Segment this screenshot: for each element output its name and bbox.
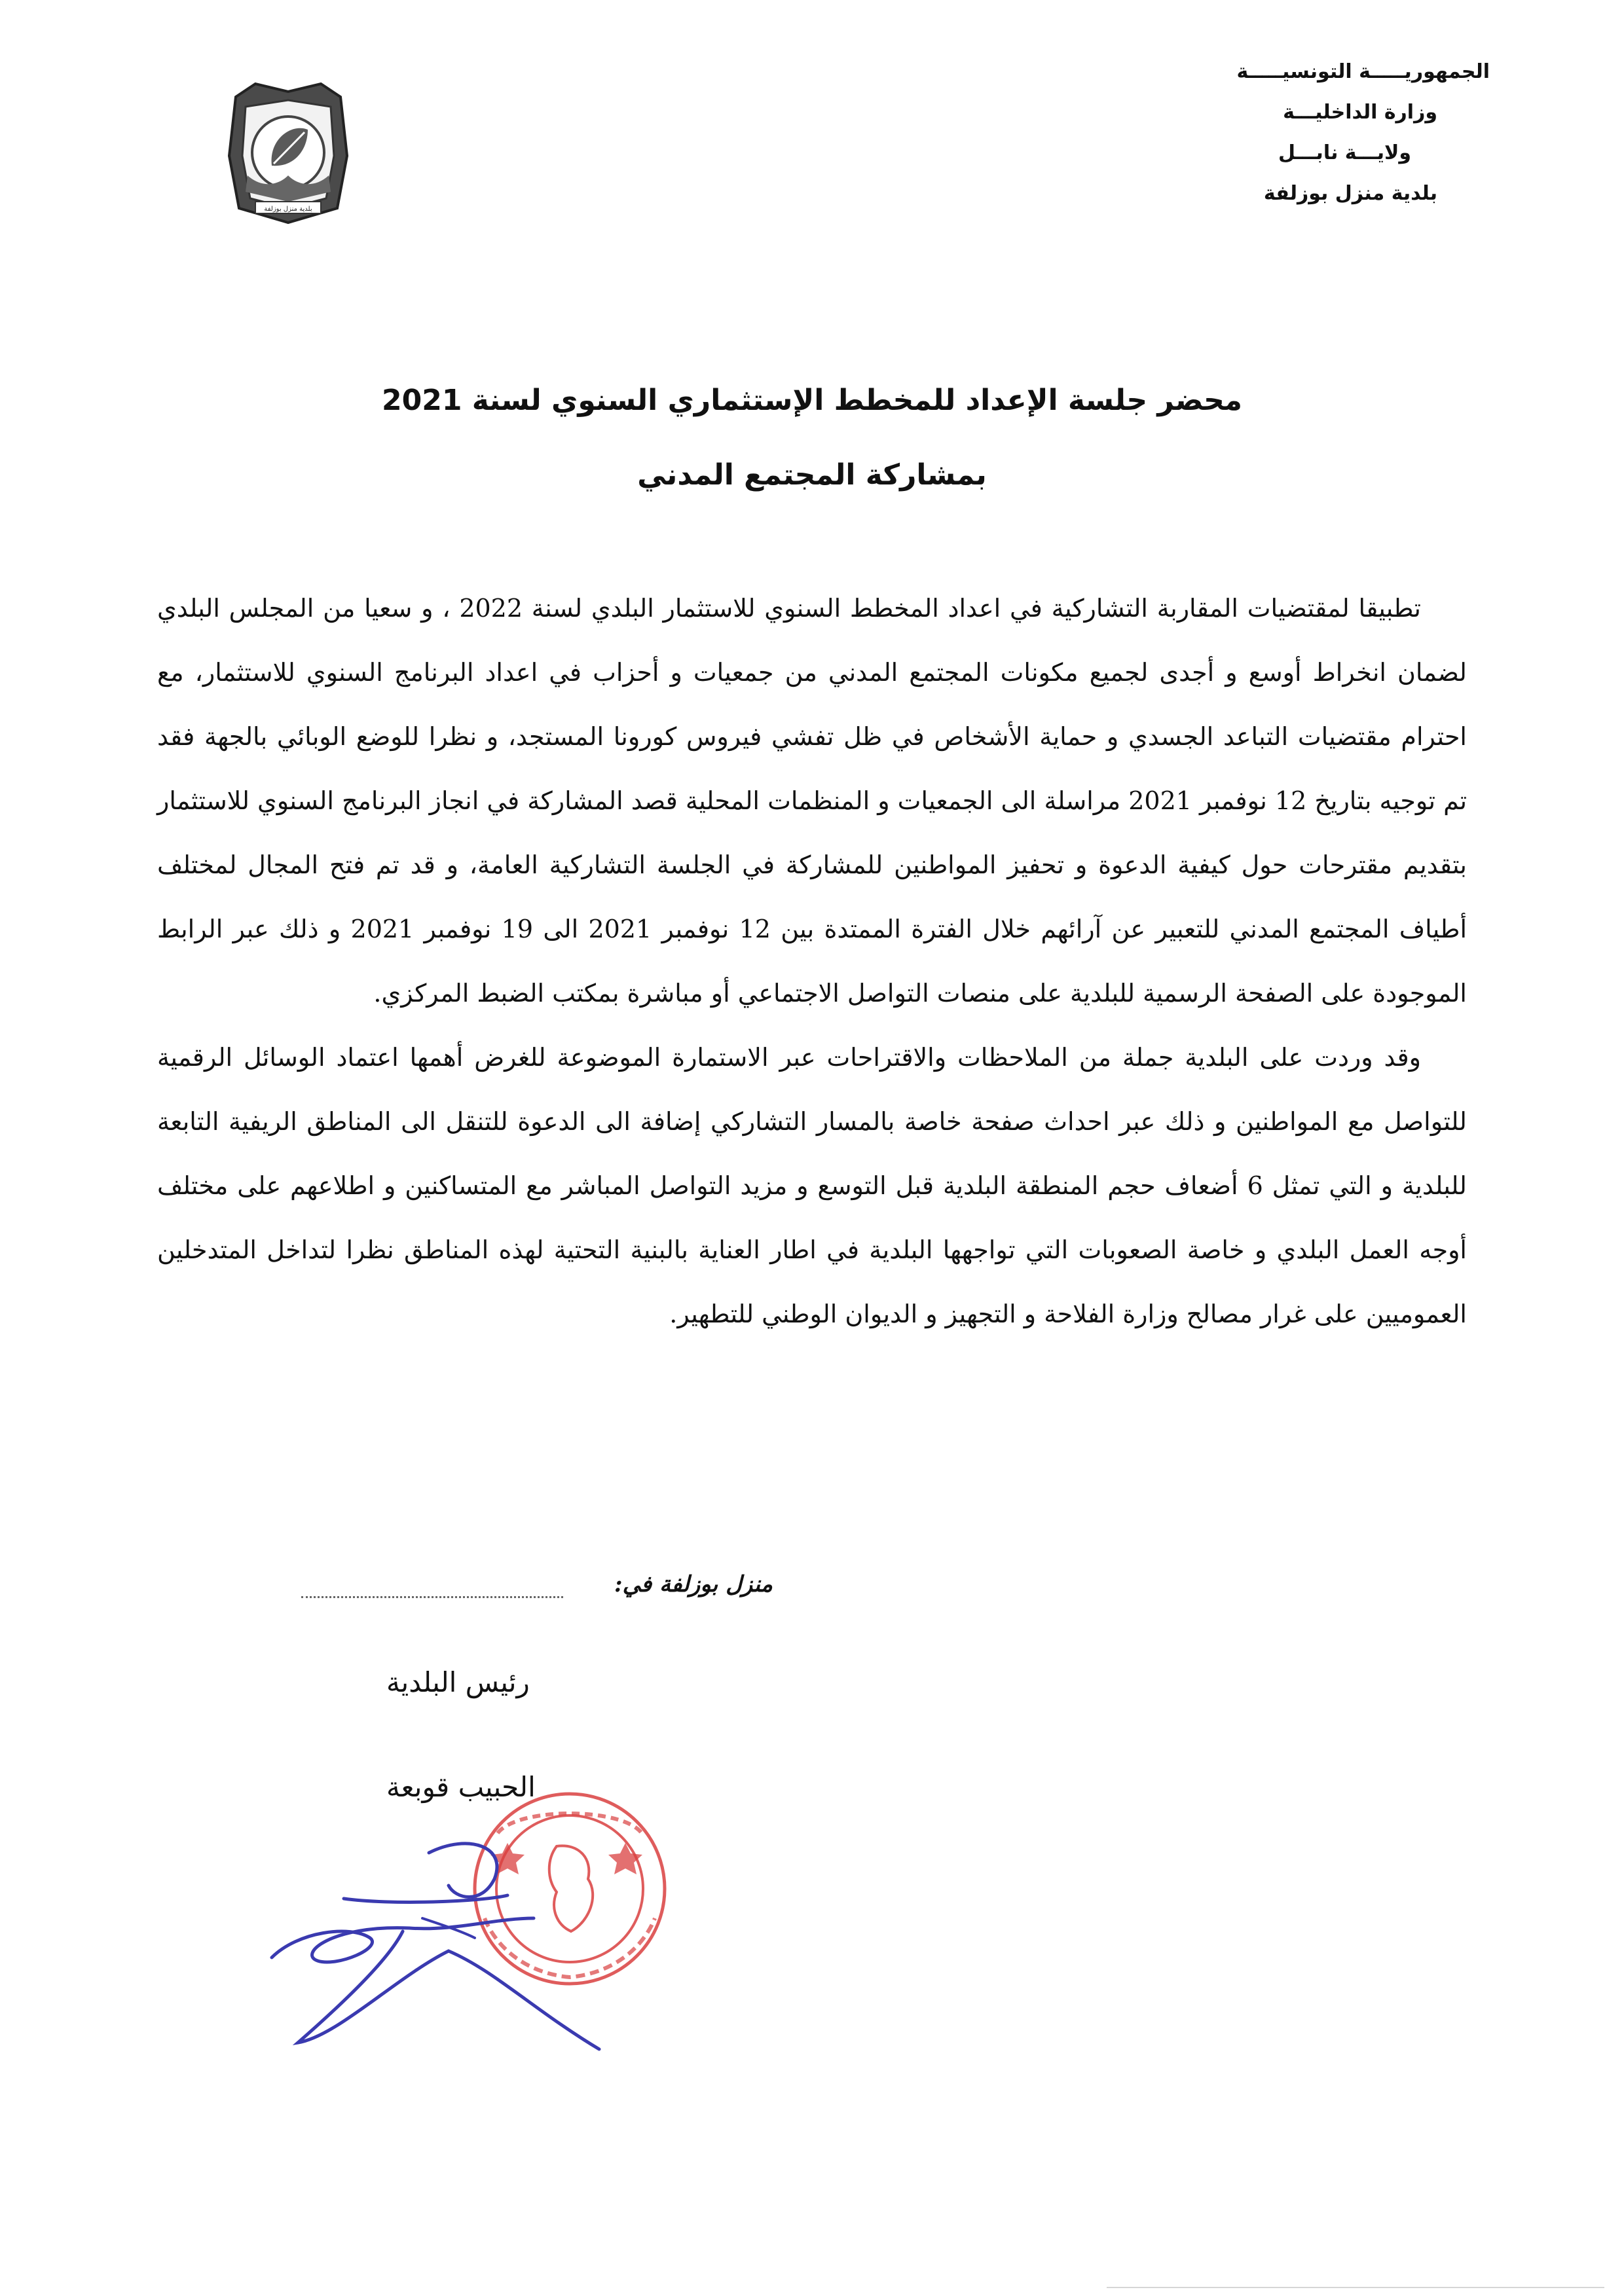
place-label: منزل بوزلفة في: (614, 1571, 773, 1597)
header-governorate: ولايـــة نابـــل (1278, 141, 1411, 164)
document-title (0, 386, 1624, 490)
paragraph-1: تطبيقا لمقتضيات المقاربة التشاركية في اعداد المخطط السنوي للاستثمار البلدي لسنة 2022 ، و سعيا من المجلس البلدي لضمان انخراط أوسع و أجدى لجميع مكونات المجتمع المدني من جمعيات و أحزاب في اعداد البرنامج السنوي للاستثمار، مع احترام مقتضيات التباعد الجسدي و حماية الأشخاص في ظل تفشي فيروس كورونا المستجد، و نظرا للوضع الوبائي بالجهة فقد تم توجيه بتاريخ 12 نوفمبر 2021 مراسلة الى الجمعيات و المنظمات المحلية قصد المشاركة في انجاز البرنامج السنوي للاستثمار بتقديم مقترحات حول كيفية الدعوة و تحفيز المواطنين للمشاركة في الجلسة التشاركية العامة، و قد تم فتح المجال لمختلف أطياف المجتمع المدني للتعبير عن آرائهم خلال الفترة الممتدة بين 12 نوفمبر 2021 الى 19 نوفمبر 2021 و ذلك عبر الرابط الموجودة على الصفحة الرسمية للبلدية على منصات التواصل الاجتماعي أو مباشرة بمكتب الضبط المركزي. (157, 594, 1467, 1008)
date-dotted-line (301, 1596, 563, 1598)
handwritten-signature (259, 1827, 625, 2069)
header-ministry: وزارة الداخليـــة (1283, 101, 1437, 124)
document-header (1149, 62, 1490, 225)
header-municipality: بلدية منزل بوزلفة (1263, 182, 1437, 205)
page-bottom-rule (1107, 2287, 1604, 2288)
emblem-graphic (216, 77, 360, 228)
title-line-1: محضر جلسة الإعداد للمخطط الإستثماري السنوي لسنة 2021 (381, 384, 1243, 417)
municipality-emblem (216, 77, 360, 228)
signature-graphic (259, 1827, 625, 2069)
place-date-line (301, 1571, 773, 1611)
signatory-name: الحبيب قوبعة (386, 1771, 536, 1803)
document-body (157, 576, 1467, 1346)
title-line-2: بمشاركة المجتمع المدني (637, 458, 987, 492)
paragraph-2: وقد وردت على البلدية جملة من الملاحظات والاقتراحات عبر الاستمارة الموضوعة للغرض أهمها اعتماد الوسائل الرقمية للتواصل مع المواطنين و ذلك عبر احداث صفحة خاصة بالمسار التشاركي إضافة الى الدعوة للتنقل الى المناطق الريفية التابعة للبلدية و التي تمثل 6 أضعاف حجم المنطقة البلدية قبل التوسع و مزيد التواصل المباشر مع المتساكنين و اطلاعهم على مختلف أوجه العمل البلدي و خاصة الصعوبات التي تواجهها البلدية في اطار العناية بالبنية التحتية لهذه المناطق نظرا لتداخل المتدخلين العموميين على غرار مصالح وزارة الفلاحة و التجهيز و الديوان الوطني للتطهير. (157, 1043, 1467, 1328)
header-country: الجمهوريـــــة التونسيـــــة (1236, 60, 1490, 83)
signatory-title: رئيس البلدية (386, 1666, 530, 1698)
emblem-caption: بلدية منزل بوزلفة (264, 206, 312, 213)
